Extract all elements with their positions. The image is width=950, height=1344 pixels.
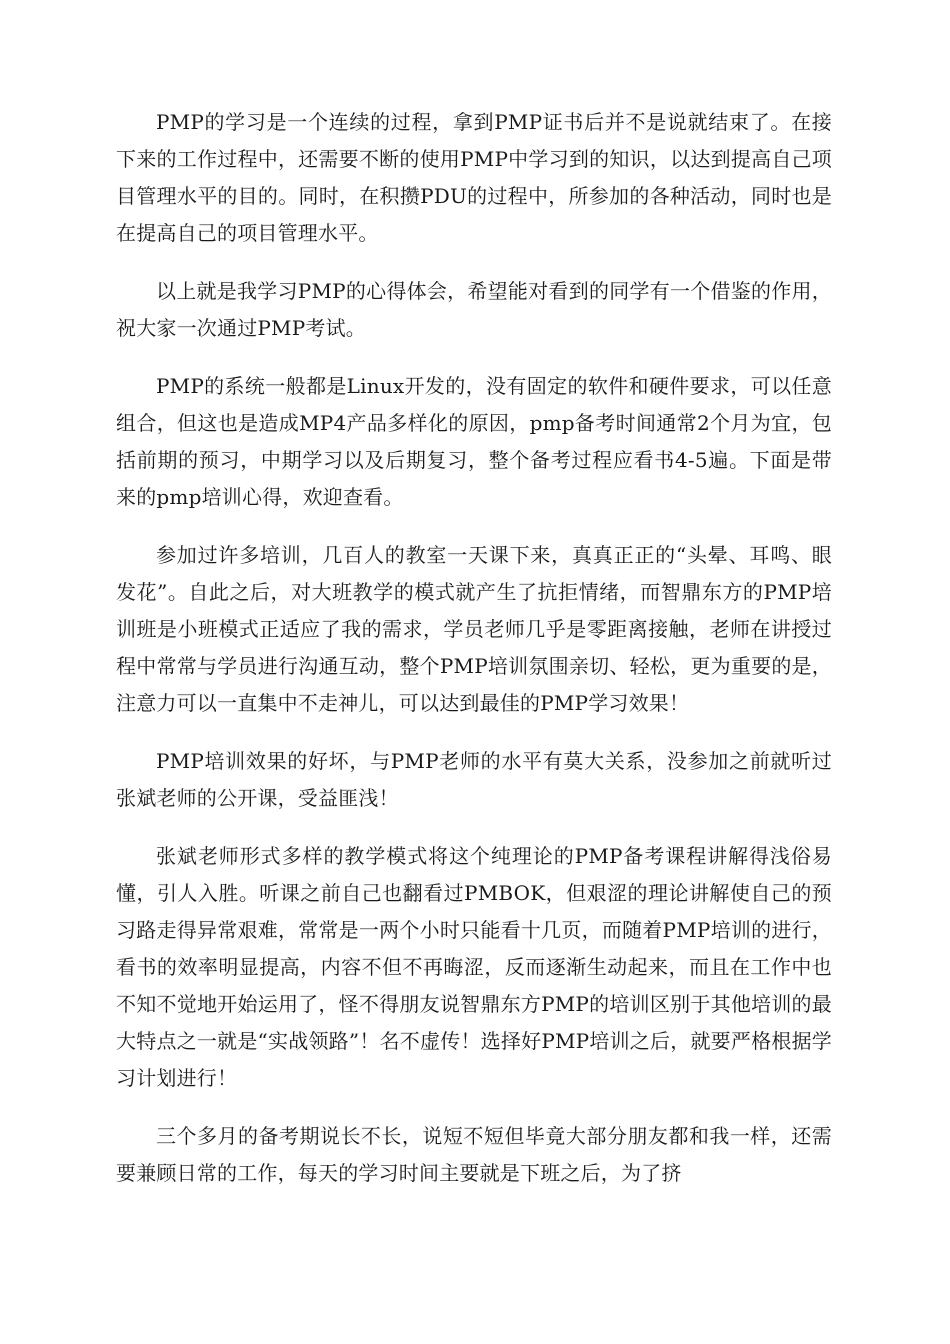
paragraph-3: PMP的系统一般都是Linux开发的，没有固定的软件和硬件要求，可以任意组合，但这也是造成MP4产品多样化的原因，pmp备考时间通常2个月为宜，包括前期的预习，中期学习以及后期复习，整个备考过程应看书4-5遍。下面是带来的pmp培训心得，欢迎查看。 bbox=[116, 374, 832, 509]
document-page bbox=[116, 104, 832, 1213]
paragraph-5: PMP培训效果的好坏，与PMP老师的水平有莫大关系，没参加之前就听过张斌老师的公开课，受益匪浅！ bbox=[116, 749, 832, 810]
paragraph-6: 张斌老师形式多样的教学模式将这个纯理论的PMP备考课程讲解得浅俗易懂，引人入胜。听课之前自己也翻看过PMBOK，但艰涩的理论讲解使自己的预习路走得异常艰难，常常是一两个小时只能看十几页，而随着PMP培训的进行，看书的效率明显提高，内容不但不再晦涩，反而逐渐生动起来，而且在工作中也不知不觉地开始运用了，怪不得朋友说智鼎东方PMP的培训区别于其他培训的最大特点之一就是“实战领路”！名不虚传！选择好PMP培训之后，就要严格根据学习计划进行！ bbox=[116, 844, 832, 1090]
paragraph-7: 三个多月的备考期说长不长，说短不短但毕竟大部分朋友都和我一样，还需要兼顾日常的工作，每天的学习时间主要就是下班之后，为了挤 bbox=[116, 1124, 832, 1185]
paragraph-4: 参加过许多培训，几百人的教室一天课下来，真真正正的“头晕、耳鸣、眼发花”。自此之后，对大班教学的模式就产生了抗拒情绪，而智鼎东方的PMP培训班是小班模式正适应了我的需求，学员老师几乎是零距离接触，老师在讲授过程中常常与学员进行沟通互动，整个PMP培训氛围亲切、轻松，更为重要的是，注意力可以一直集中不走神儿，可以达到最佳的PMP学习效果！ bbox=[116, 543, 832, 715]
paragraph-2: 以上就是我学习PMP的心得体会，希望能对看到的同学有一个借鉴的作用，祝大家一次通过PMP考试。 bbox=[116, 279, 832, 340]
paragraph-1: PMP的学习是一个连续的过程，拿到PMP证书后并不是说就结束了。在接下来的工作过程中，还需要不断的使用PMP中学习到的知识，以达到提高自己项目管理水平的目的。同时，在积攒PDU的过程中，所参加的各种活动，同时也是在提高自己的项目管理水平。 bbox=[116, 110, 832, 245]
